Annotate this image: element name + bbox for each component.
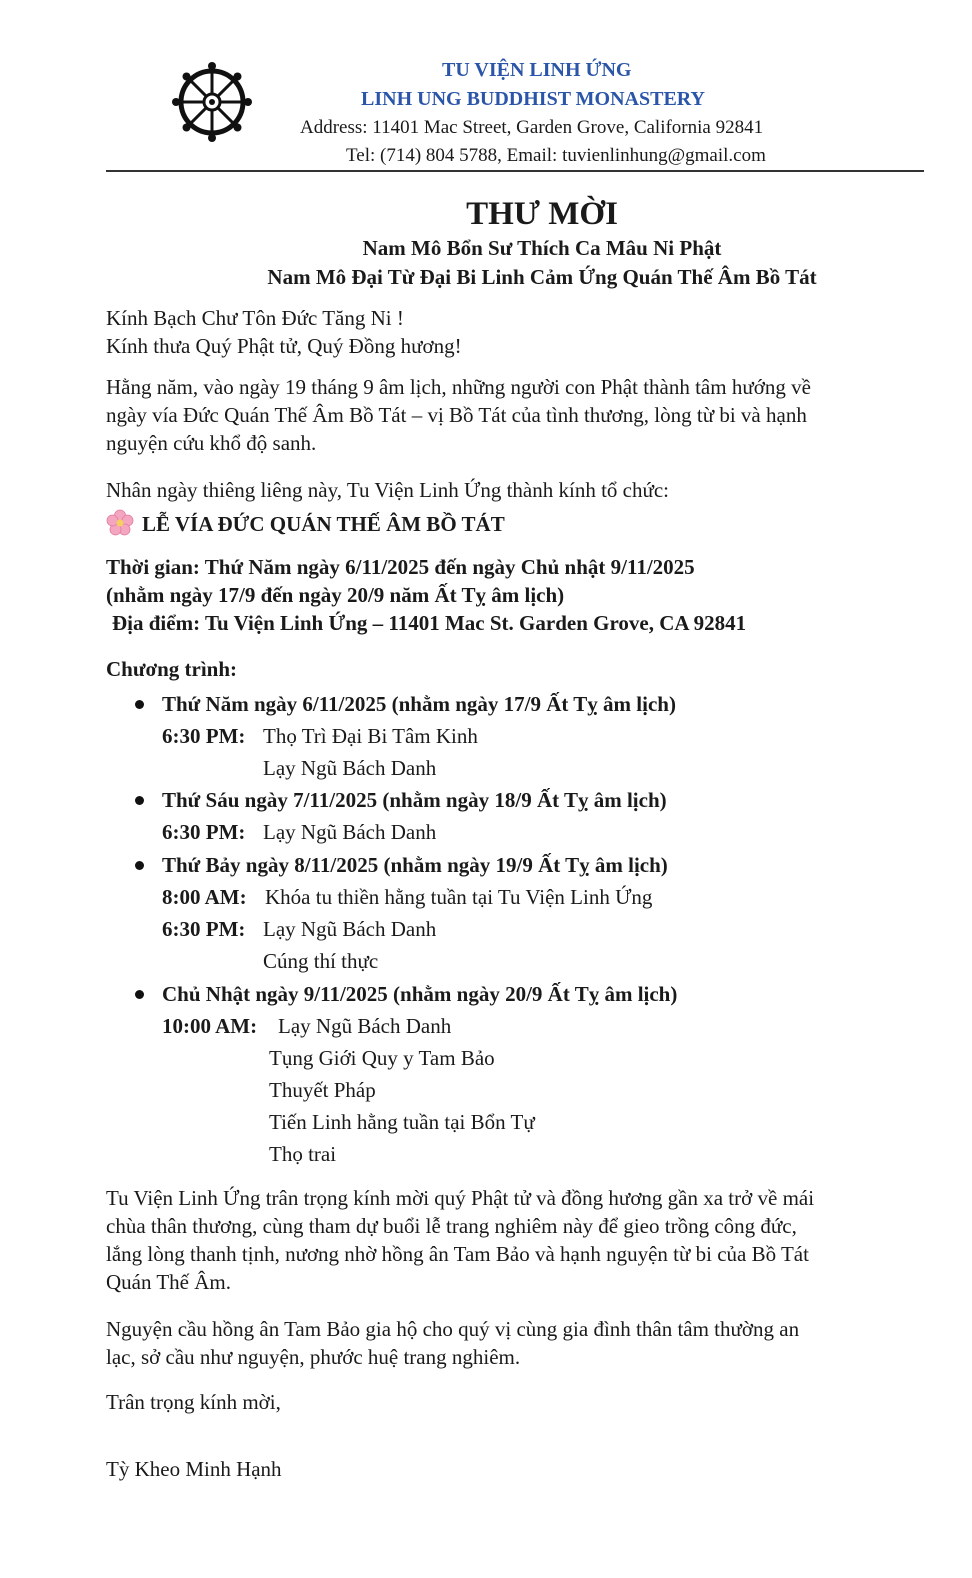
program-item: Thọ trai [269,1142,337,1166]
program-day-title: Thứ Sáu ngày 7/11/2025 (nhằm ngày 18/9 Ất Tỵ âm lịch) [162,788,667,812]
monastery-name-vi: TU VIỆN LINH ỨNG [442,59,632,81]
program-item: Lạy Ngũ Bách Danh [278,1014,452,1038]
monastery-contact: Tel: (714) 804 5788, Email: tuvienlinhung@gmail.com [346,145,766,166]
event-lunar-date: (nhằm ngày 17/9 đến ngày 20/9 năm Ất Tỵ âm lịch) [106,583,565,607]
greeting-line-2: Kính thưa Quý Phật tử, Quý Đồng hương! [106,334,462,358]
program-item: Tiến Linh hằng tuần tại Bổn Tự [269,1110,535,1134]
intro-line-2: ngày vía Đức Quán Thế Âm Bồ Tát – vị Bồ Tát của tình thương, lòng từ bi và hạnh [106,403,807,427]
event-time: Thời gian: Thứ Năm ngày 6/11/2025 đến ngày Chủ nhật 9/11/2025 [106,555,695,579]
invite-line-4: Quán Thế Âm. [106,1270,232,1294]
cherry-blossom-icon [106,509,134,537]
program-day-title: Thứ Bảy ngày 8/11/2025 (nhằm ngày 19/9 Ất Tỵ âm lịch) [162,853,668,877]
program-time: 6:30 PM: [162,917,246,941]
bullet-icon [135,700,144,709]
monastery-name-en: LINH UNG BUDDHIST MONASTERY [361,88,705,110]
closing: Trân trọng kính mời, [106,1390,281,1414]
program-item: Thọ Trì Đại Bi Tâm Kinh [263,724,478,748]
program-item: Thuyết Pháp [269,1078,376,1102]
program-day-title: Thứ Năm ngày 6/11/2025 (nhằm ngày 17/9 Ất Tỵ âm lịch) [162,692,676,716]
header-divider [106,170,924,172]
bullet-icon [135,796,144,805]
signature: Tỳ Kheo Minh Hạnh [106,1457,282,1481]
invite-line-3: lắng lòng thanh tịnh, nương nhờ hồng ân Tam Bảo và hạnh nguyện từ bi của Bồ Tát [106,1242,809,1266]
program-item: Tụng Giới Quy y Tam Bảo [269,1046,495,1070]
bullet-icon [135,990,144,999]
program-time: 10:00 AM: [162,1014,258,1038]
blessing-line-1: Nguyện cầu hồng ân Tam Bảo gia hộ cho quý vị cùng gia đình thân tâm thường an [106,1317,800,1341]
program-day-title: Chủ Nhật ngày 9/11/2025 (nhằm ngày 20/9 Ất Tỵ âm lịch) [162,982,678,1006]
letter-title: THƯ MỜI [466,196,618,232]
intro-line-3: nguyện cứu khổ độ sanh. [106,431,317,455]
announce-line: Nhân ngày thiêng liêng này, Tu Viện Linh Ứng thành kính tổ chức: [106,478,670,502]
intro-line-1: Hằng năm, vào ngày 19 tháng 9 âm lịch, những người con Phật thành tâm hướng về [106,375,811,399]
monastery-address: Address: 11401 Mac Street, Garden Grove, California 92841 [300,117,764,138]
bullet-icon [135,861,144,870]
program-item: Lạy Ngũ Bách Danh [263,756,437,780]
program-item: Khóa tu thiền hằng tuần tại Tu Viện Linh Ứng [265,885,653,909]
invite-line-1: Tu Viện Linh Ứng trân trọng kính mời quý Phật tử và đồng hương gần xa trở về mái [106,1186,815,1210]
event-location: Địa điểm: Tu Viện Linh Ứng – 11401 Mac St. Garden Grove, CA 92841 [112,611,747,635]
greeting-line-1: Kính Bạch Chư Tôn Đức Tăng Ni ! [106,306,404,330]
invite-line-2: chùa thân thương, cùng tham dự buổi lễ trang nghiêm này để gieo trồng công đức, [106,1214,797,1238]
program-heading: Chương trình: [106,657,238,681]
invocation-line-1: Nam Mô Bổn Sư Thích Ca Mâu Ni Phật [362,236,722,260]
dharma-wheel-icon [172,62,252,142]
program-time: 6:30 PM: [162,724,246,748]
program-item: Lạy Ngũ Bách Danh [263,820,437,844]
program-item: Cúng thí thực [263,949,379,973]
program-item: Lạy Ngũ Bách Danh [263,917,437,941]
program-time: 8:00 AM: [162,885,247,909]
event-name: LỄ VÍA ĐỨC QUÁN THẾ ÂM BỒ TÁT [142,512,505,536]
program-time: 6:30 PM: [162,820,246,844]
invocation-line-2: Nam Mô Đại Từ Đại Bi Linh Cảm Ứng Quán Thế Âm Bồ Tát [267,265,817,289]
blessing-line-2: lạc, sở cầu như nguyện, phước huệ trang nghiêm. [106,1345,521,1369]
